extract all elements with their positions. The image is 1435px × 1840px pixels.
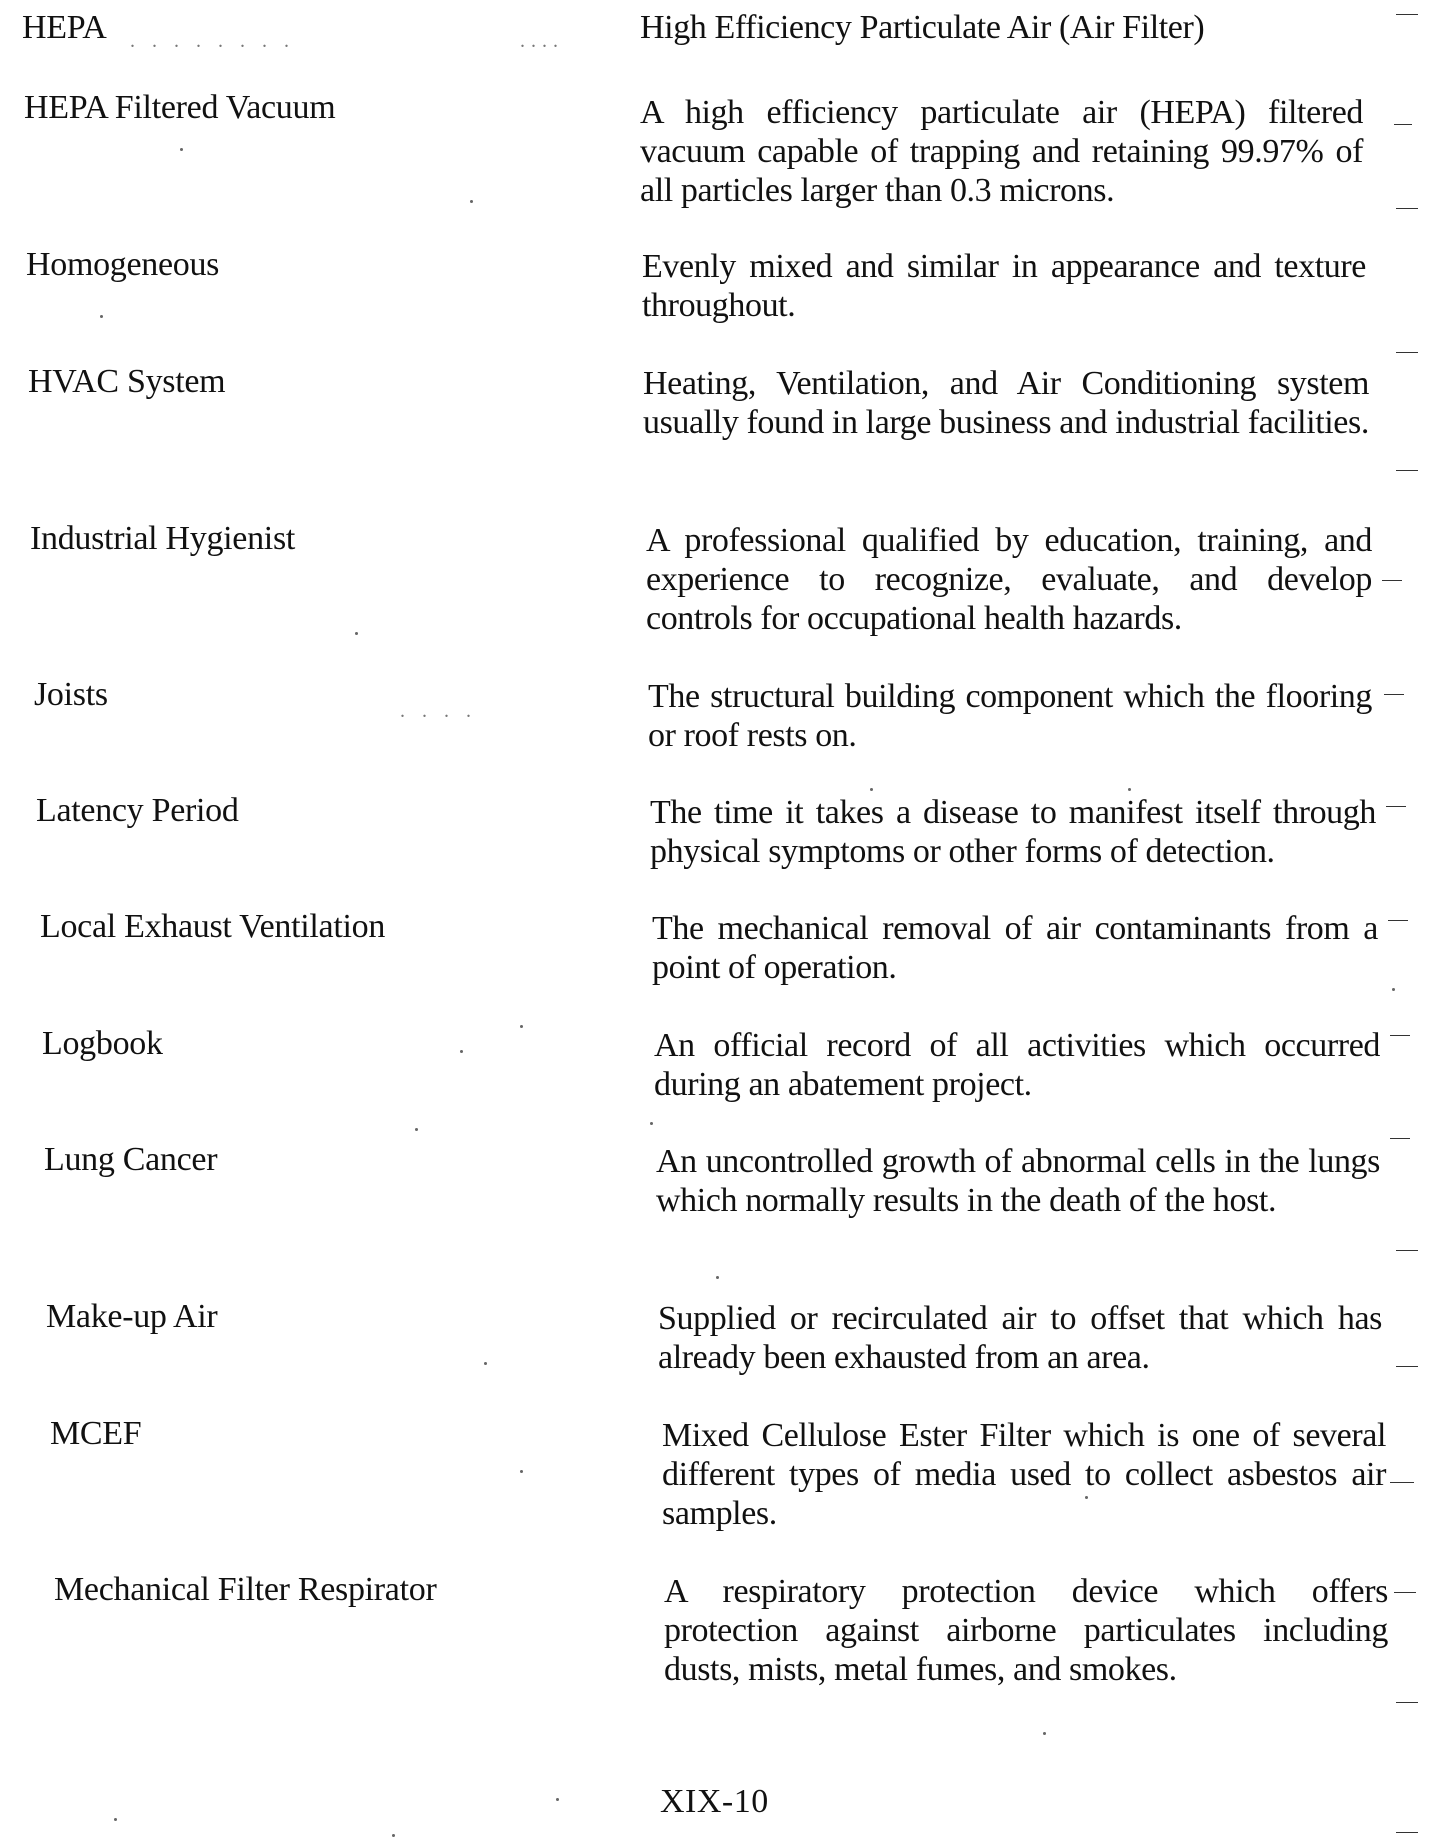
leader-dots: . . . . . . . . xyxy=(130,30,295,52)
margin-tick xyxy=(1390,1035,1410,1036)
glossary-term: Lung Cancer xyxy=(44,1141,218,1178)
scan-speck xyxy=(392,1834,395,1837)
margin-tick xyxy=(1396,470,1418,471)
glossary-term: Homogeneous xyxy=(26,246,220,283)
scan-speck xyxy=(484,1362,487,1365)
glossary-term: Logbook xyxy=(42,1025,163,1062)
page-number: XIX-10 xyxy=(660,1783,769,1820)
glossary-term: Mechanical Filter Respirator xyxy=(54,1571,437,1608)
margin-tick xyxy=(1394,124,1412,125)
glossary-definition: The time it takes a disease to manifest itself through physical symptoms or other forms of detection. xyxy=(650,794,1376,870)
scan-speck xyxy=(470,200,473,203)
glossary-definition: A respiratory protection device which offers protection against airborne particulates including dusts, mists, metal fumes, and smokes. xyxy=(664,1573,1388,1688)
glossary-definition: An uncontrolled growth of abnormal cells in the lungs which normally results in the death of the host. xyxy=(656,1143,1380,1219)
margin-tick xyxy=(1390,1482,1414,1483)
glossary-term: Make-up Air xyxy=(46,1298,218,1335)
glossary-definition: A high efficiency particulate air (HEPA) filtered vacuum capable of trapping and retaining 99.97% of all particles larger than 0.3 microns. xyxy=(640,94,1363,209)
scan-speck xyxy=(650,1122,653,1125)
margin-tick xyxy=(1384,694,1404,695)
glossary-term: Joists xyxy=(34,676,108,713)
glossary-definition: The structural building component which the flooring or roof rests on. xyxy=(648,678,1372,754)
margin-tick xyxy=(1396,1702,1418,1703)
margin-tick xyxy=(1396,1250,1418,1251)
margin-tick xyxy=(1386,806,1406,807)
glossary-term: MCEF xyxy=(50,1415,142,1452)
margin-tick xyxy=(1396,14,1418,15)
leader-dots: .... xyxy=(520,30,564,52)
scan-speck xyxy=(520,1025,523,1028)
scan-speck xyxy=(716,1276,719,1279)
glossary-definition: The mechanical removal of air contaminants from a point of operation. xyxy=(652,910,1378,986)
margin-tick xyxy=(1396,1366,1418,1367)
scan-speck xyxy=(355,632,358,635)
glossary-term: HEPA xyxy=(22,9,107,46)
scan-speck xyxy=(1085,1496,1088,1499)
scan-speck xyxy=(1128,788,1131,791)
margin-tick xyxy=(1390,1138,1410,1139)
scan-speck xyxy=(415,1128,418,1131)
margin-tick xyxy=(1388,920,1408,921)
scan-speck xyxy=(100,315,103,318)
scan-speck xyxy=(460,1050,463,1053)
glossary-term: HEPA Filtered Vacuum xyxy=(24,89,336,126)
margin-tick xyxy=(1394,1592,1416,1593)
margin-tick xyxy=(1396,1832,1418,1833)
scan-speck xyxy=(520,1470,523,1473)
glossary-definition: A professional qualified by education, training, and experience to recognize, evaluate, and develop controls for occupational health hazards. xyxy=(646,522,1372,637)
margin-tick xyxy=(1396,208,1418,209)
glossary-term: Latency Period xyxy=(36,792,239,829)
margin-tick xyxy=(1382,580,1402,581)
scan-speck xyxy=(556,1798,559,1801)
glossary-term: Industrial Hygienist xyxy=(30,520,296,557)
scan-speck xyxy=(180,148,183,151)
glossary-definition: Evenly mixed and similar in appearance and texture throughout. xyxy=(642,248,1366,324)
margin-tick xyxy=(1396,352,1418,353)
glossary-definition: Heating, Ventilation, and Air Conditioning system usually found in large business and industrial facilities. xyxy=(643,365,1369,441)
glossary-term: Local Exhaust Ventilation xyxy=(40,908,386,945)
glossary-definition: Mixed Cellulose Ester Filter which is one of several different types of media used to collect asbestos air samples. xyxy=(662,1417,1386,1532)
glossary-definition: An official record of all activities which occurred during an abatement project. xyxy=(654,1027,1380,1103)
leader-dots: . . . . xyxy=(400,700,477,722)
scan-speck xyxy=(1392,988,1395,991)
scan-speck xyxy=(1043,1732,1046,1735)
scan-speck xyxy=(114,1818,117,1821)
glossary-term: HVAC System xyxy=(28,363,226,400)
glossary-definition: Supplied or recirculated air to offset that which has already been exhausted from an area. xyxy=(658,1300,1382,1376)
scan-speck xyxy=(870,788,873,791)
glossary-definition: High Efficiency Particulate Air (Air Filter) xyxy=(640,9,1205,46)
